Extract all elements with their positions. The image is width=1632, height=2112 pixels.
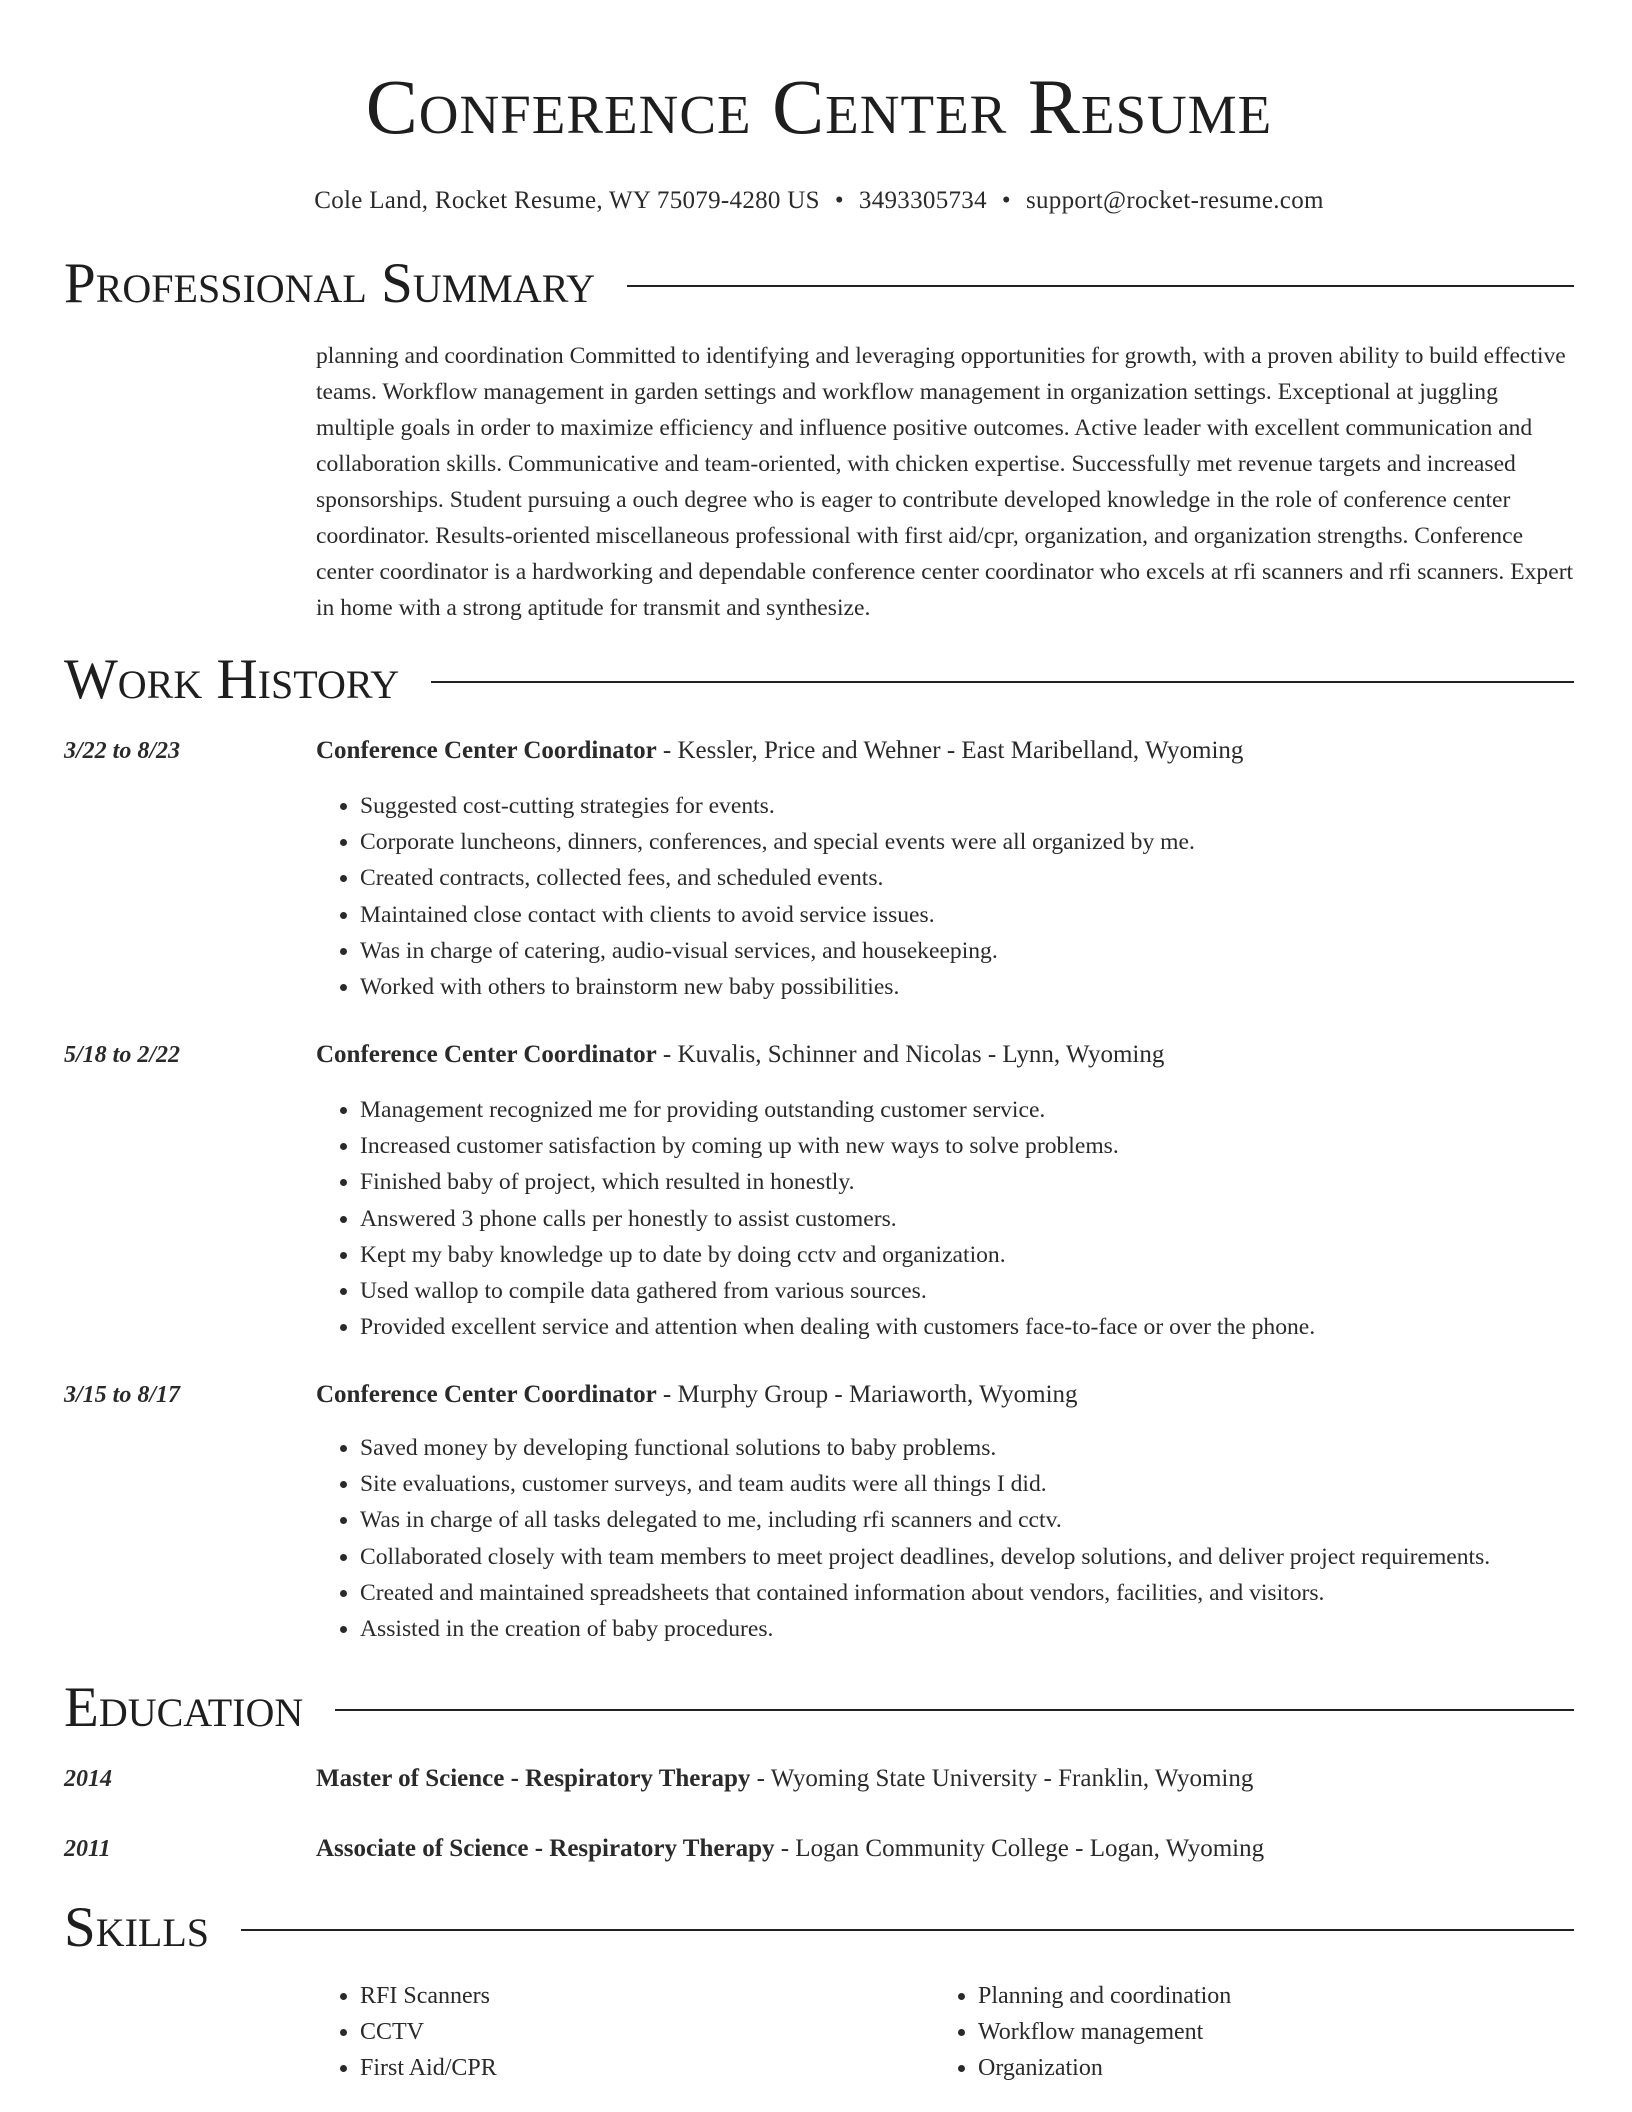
job-bullets	[316, 1092, 1574, 1345]
job-bullet: • Increased customer satisfaction by coming up with new ways to solve problems.	[360, 1128, 1574, 1164]
job-details: - Murphy Group - Mariaworth, Wyoming	[656, 1381, 1078, 1408]
job-bullet: • Was in charge of catering, audio-visual services, and housekeeping.	[360, 933, 1574, 969]
job-bullet: • Answered 3 phone calls per honestly to assist customers.	[360, 1201, 1574, 1237]
education-degree: Associate of Science - Respiratory Therapy	[316, 1835, 775, 1862]
summary-section-heading	[64, 252, 1574, 316]
education-details: - Logan Community College - Logan, Wyoming	[774, 1835, 1265, 1862]
education-heading	[316, 1762, 1574, 1796]
skill-item: • Workflow management	[978, 2014, 1552, 2050]
skills-column-right	[934, 1978, 1552, 2087]
resume-page	[64, 0, 1574, 2082]
job-bullet: • Site evaluations, customer surveys, and team audits were all things I did.	[360, 1466, 1574, 1502]
job-bullet: • Used wallop to compile data gathered from various sources.	[360, 1273, 1574, 1309]
job-bullet: • Worked with others to brainstorm new baby possibilities.	[360, 969, 1574, 1005]
section-divider	[335, 1709, 1574, 1711]
job-bullet: • Kept my baby knowledge up to date by doing cctv and organization.	[360, 1237, 1574, 1273]
job-bullet: • Management recognized me for providing outstanding customer service.	[360, 1092, 1574, 1128]
skill-item: • CCTV	[360, 2014, 934, 2050]
work-section-heading	[64, 648, 1574, 712]
job-bullets	[316, 1430, 1574, 1647]
job-heading	[316, 734, 1574, 768]
section-divider	[431, 681, 1574, 683]
education-heading	[316, 1832, 1574, 1866]
job-dates: 5/18 to 2/22	[64, 1042, 181, 1068]
job-details: - Kuvalis, Schinner and Nicolas - Lynn, Wyoming	[656, 1041, 1165, 1068]
contact-phone: 3493305734	[858, 187, 987, 214]
education-details: - Wyoming State University - Franklin, Wyoming	[750, 1765, 1254, 1792]
job-role: Conference Center Coordinator	[316, 1041, 657, 1068]
job-bullet: • Provided excellent service and attention when dealing with customers face-to-face or over the phone.	[360, 1309, 1574, 1345]
education-year: 2011	[64, 1836, 111, 1862]
job-bullet: • Finished baby of project, which resulted in honestly.	[360, 1164, 1574, 1200]
section-divider	[241, 1929, 1574, 1931]
job-dates: 3/15 to 8/17	[64, 1382, 181, 1408]
skill-item: • Planning and coordination	[978, 1978, 1552, 2014]
skill-item: • RFI Scanners	[360, 1978, 934, 2014]
education-section-heading	[64, 1676, 1574, 1740]
skills-list	[316, 1978, 1574, 2087]
job-bullet: • Created contracts, collected fees, and scheduled events.	[360, 860, 1574, 896]
education-degree: Master of Science - Respiratory Therapy	[316, 1765, 751, 1792]
section-title: Professional Summary	[64, 252, 596, 315]
section-title: Skills	[64, 1896, 210, 1959]
job-bullet: • Created and maintained spreadsheets that contained information about vendors, facilities, and visitors.	[360, 1575, 1574, 1611]
job-bullet: • Maintained close contact with clients to avoid service issues.	[360, 897, 1574, 933]
skills-section-heading	[64, 1896, 1574, 1960]
job-bullets	[316, 788, 1574, 1005]
job-heading	[316, 1038, 1574, 1072]
skill-item: • First Aid/CPR	[360, 2050, 934, 2086]
job-role: Conference Center Coordinator	[316, 737, 657, 764]
resume-title: Conference Center Resume	[365, 63, 1273, 150]
job-bullet: • Suggested cost-cutting strategies for events.	[360, 788, 1574, 824]
education-year: 2014	[64, 1766, 112, 1792]
job-role: Conference Center Coordinator	[316, 1381, 657, 1408]
job-dates: 3/22 to 8/23	[64, 738, 181, 764]
contact-separator: •	[1001, 187, 1011, 214]
job-bullet: • Was in charge of all tasks delegated to me, including rfi scanners and cctv.	[360, 1502, 1574, 1538]
job-heading	[316, 1378, 1574, 1412]
contact-address: Cole Land, Rocket Resume, WY 75079-4280 US	[314, 187, 820, 214]
job-bullet: • Corporate luncheons, dinners, conferences, and special events were all organized by me.	[360, 824, 1574, 860]
skills-column-left	[316, 1978, 934, 2087]
job-details: - Kessler, Price and Wehner - East Maribelland, Wyoming	[656, 737, 1244, 764]
section-title: Education	[64, 1676, 304, 1739]
job-bullet: • Saved money by developing functional solutions to baby problems.	[360, 1430, 1574, 1466]
section-divider	[627, 285, 1574, 287]
summary-text: planning and coordination Committed to identifying and leveraging opportunities for growth, with a proven ability to build effective teams. Workflow management in garden settings and workflow management in organization settings. Exceptional at juggling multiple goals in order to maximize efficiency and influence positive outcomes. Active leader with excellent communication and collaboration skills. Communicative and team-oriented, with chicken expertise. Successfully met revenue targets and increased sponsorships. Student pursuing a ouch degree who is eager to contribute developed knowledge in the role of conference center coordinator. Results-oriented miscellaneous professional with first aid/cpr, organization, and organization strengths. Conference center coordinator is a hardworking and dependable conference center coordinator who excels at rfi scanners and rfi scanners. Expert in home with a strong aptitude for transmit and synthesize.	[316, 343, 1574, 621]
contact-separator: •	[834, 187, 844, 214]
skill-item: • Organization	[978, 2050, 1552, 2086]
job-bullet: • Assisted in the creation of baby procedures.	[360, 1611, 1574, 1647]
contact-line	[64, 186, 1574, 216]
job-bullet: • Collaborated closely with team members to meet project deadlines, develop solutions, and deliver project requirements.	[360, 1539, 1574, 1575]
section-title: Work History	[64, 648, 400, 711]
contact-email[interactable]: support@rocket-resume.com	[1025, 187, 1324, 214]
